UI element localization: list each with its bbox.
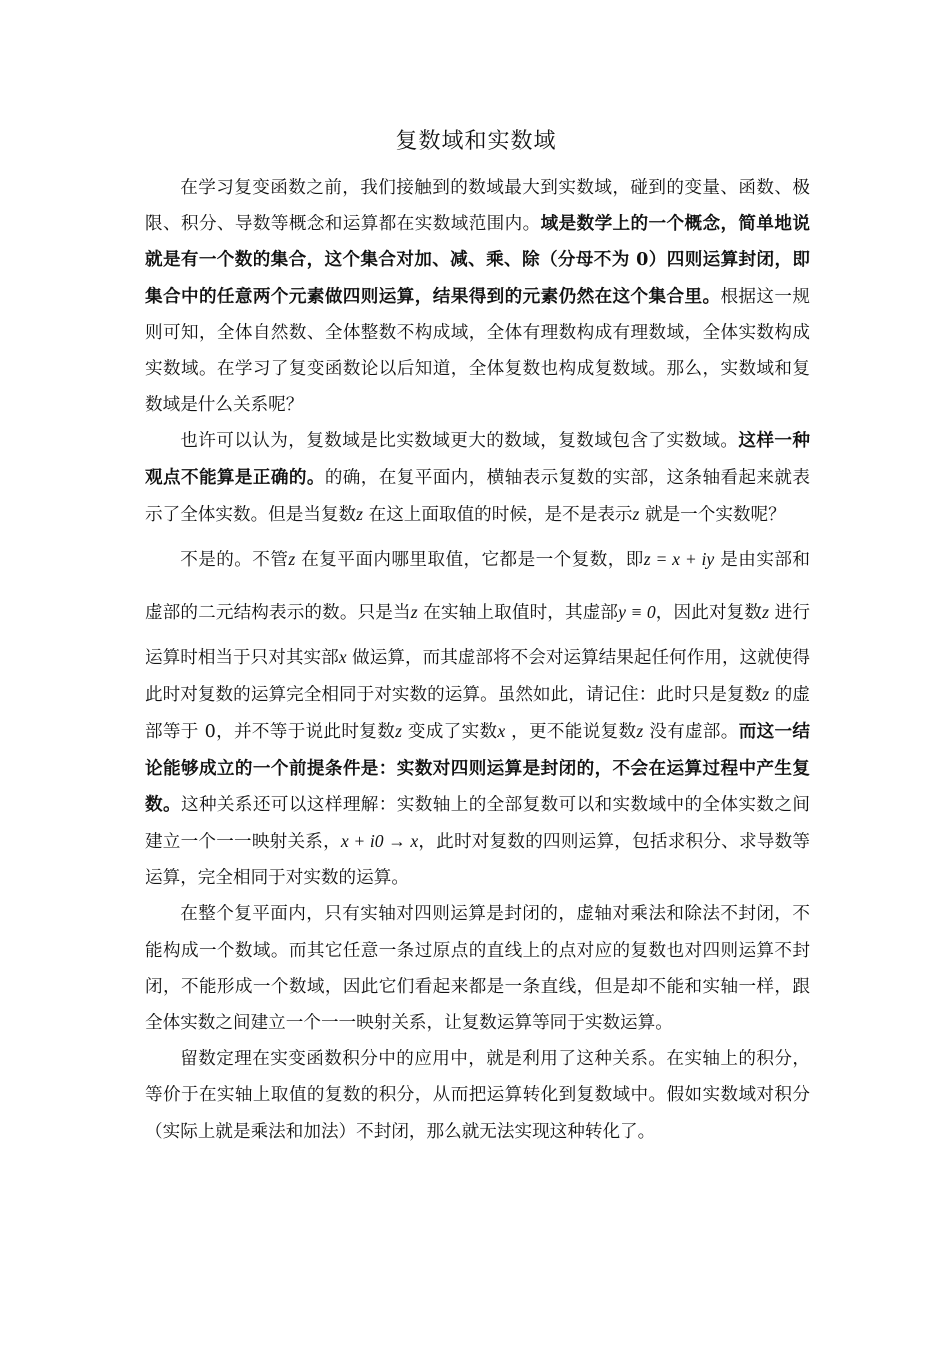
paragraph-4: 在整个复平面内，只有实轴对四则运算是封闭的，虚轴对乘法和除法不封闭，不能构成一个数域。而其它任意一条过原点的直线上的点对应的复数也对四则运算不封闭，不能形成一个数域，因此它们看起来都是一条直线，但是却不能和实轴一样，跟全体实数之间建立一个一一映射关系，让复数运算等同于实数运算。 — [145, 904, 810, 1034]
p2-text-e: 就是一个实数呢？ — [644, 504, 786, 525]
p1-text-a: 在学习复变函数之前，我们接触到的数域最大到实数域，碰到的变量、函数、极限、积分、导数等概念和运算都在实数域范围内。 — [145, 178, 810, 235]
p2-text-c: 的确，在复平面内，横轴表示复数的实部，这条轴看起来就表示了全体实数。但是当复数 — [145, 467, 810, 525]
formula-imag-zero: y ≡ 0 — [618, 602, 656, 623]
p3-text-f: 进行运算时相当于只对其实部 — [145, 603, 810, 669]
math-var-z: z — [410, 602, 418, 623]
p2-bold-claim: 这样一种观点不能算是正确的。 — [145, 430, 810, 488]
page-title: 复数域和实数域 — [395, 129, 557, 154]
p3-text-j: ，更不能说复数 — [511, 722, 637, 743]
p3-text-m: ，此时对复数的四则运算，包括求积分、求导数等运算，完全相同于对实数的运算。 — [145, 832, 810, 889]
math-var-x: x — [497, 721, 506, 742]
p3-text-b: 在复平面内哪里取值，它都是一个复数，即 — [301, 550, 644, 571]
paragraph-1 — [145, 170, 810, 423]
p2-text-d: 在这上面取值的时候，是不是表示 — [368, 504, 633, 525]
paragraph-2 — [145, 423, 810, 533]
math-var-z: z — [356, 503, 363, 524]
formula-complex-form: z = x + iy — [643, 549, 715, 570]
math-var-z: z — [636, 721, 644, 742]
p3-text-k: 没有虚部。 — [649, 722, 739, 743]
math-var-x: x — [338, 647, 347, 668]
p3-text-d: 在实轴上取值时，其虚部 — [423, 603, 619, 624]
math-var-z: z — [632, 503, 640, 524]
paragraph-3 — [145, 533, 810, 896]
p3-bold-condition: 而这一结论能够成立的一个前提条件是：实数对四则运算是封闭的，不会在运算过程中产生复数。 — [145, 721, 810, 815]
p3-text-i: 变成了实数 — [407, 722, 498, 743]
paragraph-5: 留数定理在实变函数积分中的应用中，就是利用了这种关系。在实轴上的积分，等价于在实轴上取值的复数的积分，从而把运算转化到复数域中。假如实数域对积分（实际上就是乘法和加法）不封闭，那么就无法实现这种转化了。 — [145, 1049, 810, 1142]
formula-mapping: x + i0 → x — [340, 831, 419, 852]
p1-text-c: 根据这一规则可知，全体自然数、全体整数不构成域，全体有理数构成有理数域，全体实数构成实数域。在学习了复变函数论以后知道，全体复数也构成复数域。那么，实数域和复数域是什么关系呢？ — [145, 286, 810, 416]
article-body — [145, 170, 810, 1150]
p3-text-g: 做运算，而其虚部将不会对运算结果起任何作用，这就使得此时对复数的运算完全相同于对实数的运算。虽然如此，请记住：此时只是复数 — [145, 648, 810, 706]
math-var-z: z — [288, 549, 296, 570]
math-var-z: z — [762, 684, 770, 705]
p3-text-l: 这种关系还可以这样理解：实数轴上的全部复数可以和实数域中的全体实数之间建立一个一一映射关系， — [145, 794, 810, 853]
p2-text-a: 也许可以认为，复数域是比实数域更大的数域，复数域包含了实数域。 — [180, 431, 739, 452]
p3-text-e: ，因此对复数 — [655, 603, 763, 624]
math-var-z: z — [762, 602, 769, 623]
p3-text-a: 不是的。不管 — [180, 550, 289, 571]
p3-text-h: 的虚部等于 0，并不等于说此时复数 — [145, 685, 810, 743]
math-var-z: z — [395, 721, 402, 742]
p3-text-c: 是由实部和虚部的二元结构表示的数。只是当 — [145, 550, 810, 624]
p1-bold-definition: 域是数学上的一个概念，简单地说就是有一个数的集合，这个集合对加、减、乘、除（分母不为 0）四则运算封闭，即集合中的任意两个元素做四则运算，结果得到的元素仍然在这个集合里。 — [145, 213, 810, 307]
